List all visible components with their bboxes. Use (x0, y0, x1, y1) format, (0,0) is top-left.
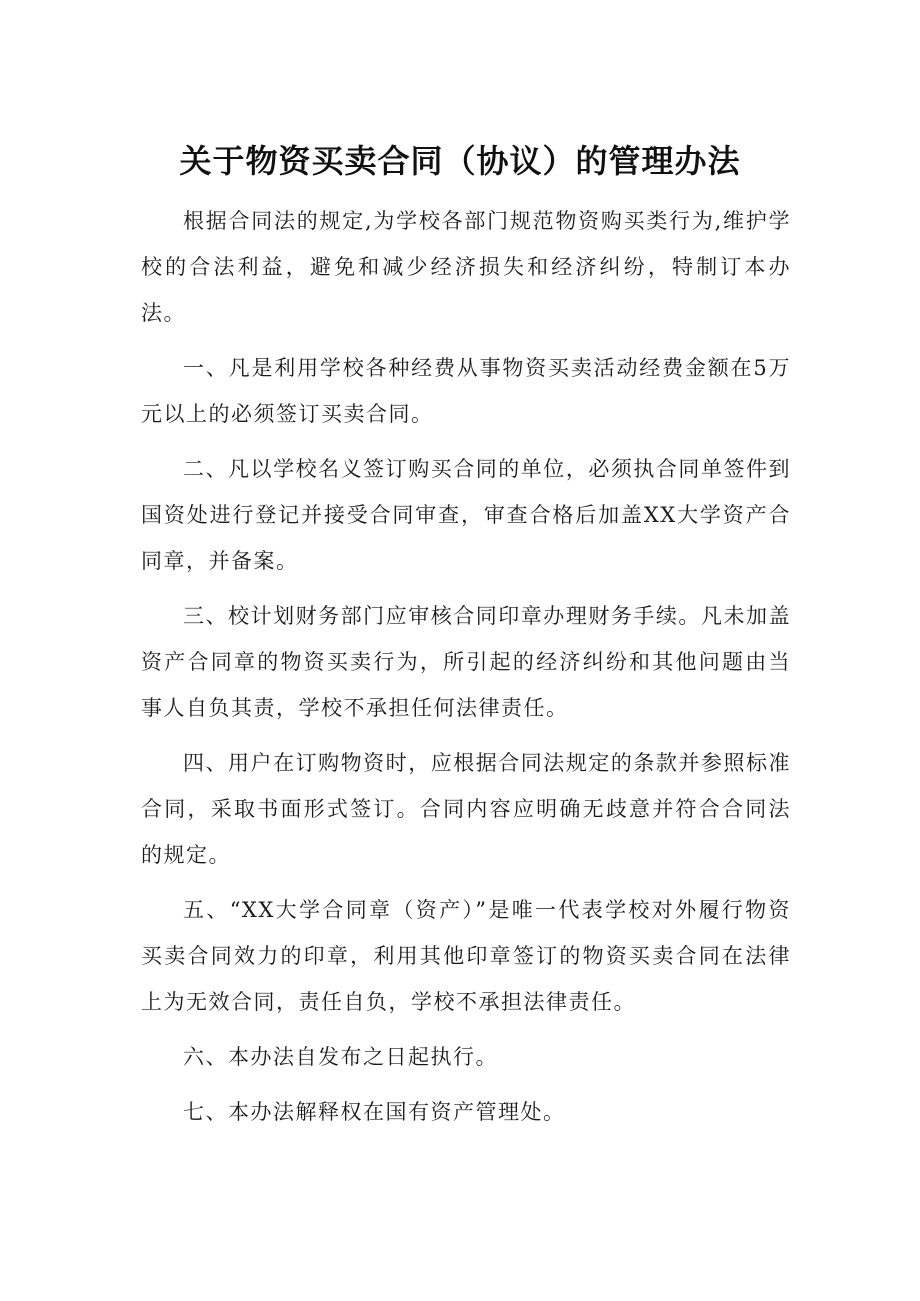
paragraph-intro: 根据合同法的规定,为学校各部门规范物资购买类行为,维护学校的合法利益，避免和减少经济损失和经济纠纷，特制订本办法。 (141, 209, 791, 325)
paragraph-article-3: 三、校计划财务部门应审核合同印章办理财务手续。凡未加盖资产合同章的物资买卖行为，所引起的经济纠纷和其他问题由当事人自负其责，学校不承担任何法律责任。 (141, 604, 791, 720)
paragraph-article-5: 五、“XX大学合同章（资产）”是唯一代表学校对外履行物资买卖合同效力的印章，利用其他印章签订的物资买卖合同在法律上为无效合同，责任自负，学校不承担法律责任。 (141, 898, 791, 1014)
paragraph-article-2: 二、凡以学校名义签订购买合同的单位，必须执合同单签件到国资处进行登记并接受合同审查，审查合格后加盖XX大学资产合同章，并备案。 (141, 457, 791, 573)
paragraph-article-1: 一、凡是利用学校各种经费从事物资买卖活动经费金额在5万元以上的必须签订买卖合同。 (141, 356, 791, 426)
paragraph-article-4: 四、用户在订购物资时，应根据合同法规定的条款并参照标准合同，采取书面形式签订。合同内容应明确无歧意并符合合同法的规定。 (141, 751, 791, 867)
paragraph-article-7: 七、本办法解释权在国有资产管理处。 (183, 1100, 566, 1124)
paragraph-article-6: 六、本办法自发布之日起执行。 (183, 1045, 498, 1069)
document-title: 关于物资买卖合同（协议）的管理办法 (179, 142, 741, 180)
document-body (141, 198, 791, 1144)
